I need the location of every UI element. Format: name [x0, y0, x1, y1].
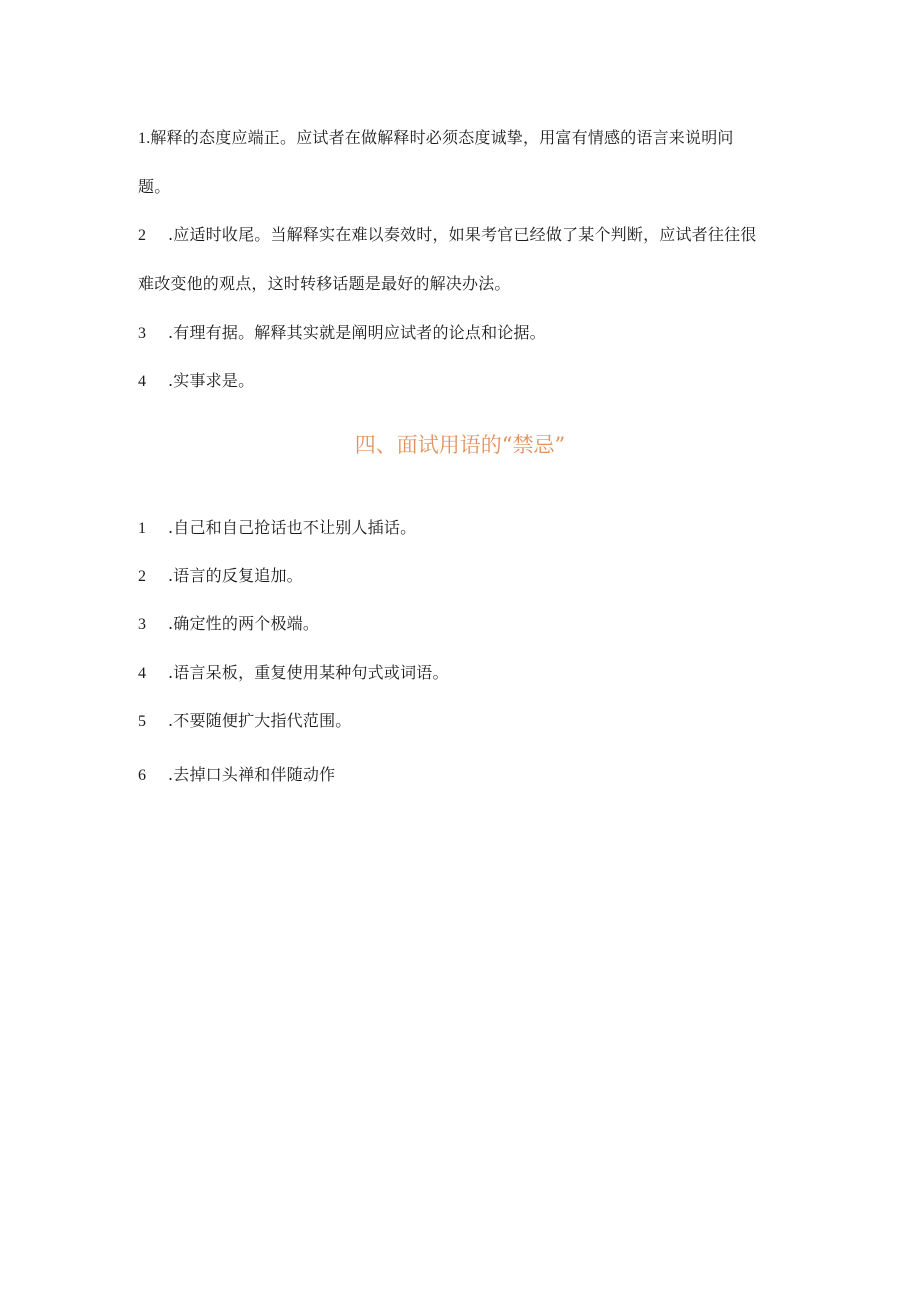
item-1-line-1 — [138, 128, 734, 149]
item-1-text: 解释的态度应端正。应试者在做解释时必须态度诚挚，用富有情感的语言来说明问 — [150, 128, 734, 147]
item-2-line-2 — [138, 274, 511, 294]
item-2-text-cont: 难改变他的观点，这时转移话题是最好的解决办法。 — [138, 274, 511, 293]
taboo-item-5 — [138, 711, 352, 732]
item-3-text: .有理有据。解释其实就是阐明应试者的论点和论据。 — [168, 323, 546, 342]
taboo-item-3 — [138, 614, 319, 635]
taboo-item-1-text: .自己和自己抢话也不让别人插话。 — [168, 518, 417, 537]
taboo-item-5-text: .不要随便扩大指代范围。 — [168, 711, 352, 730]
taboo-item-2-number: 2 — [138, 568, 147, 585]
item-3 — [138, 323, 546, 344]
item-2-text: .应适时收尾。当解释实在难以奏效时，如果考官已经做了某个判断，应试者往往很 — [168, 225, 757, 244]
taboo-item-2 — [138, 566, 303, 587]
taboo-item-5-number: 5 — [138, 713, 147, 730]
item-2-line-1 — [138, 225, 757, 246]
item-1-line-2 — [138, 177, 170, 197]
item-3-number: 3 — [138, 325, 147, 342]
item-4-number: 4 — [138, 373, 147, 390]
taboo-item-2-text: .语言的反复追加。 — [168, 566, 303, 585]
item-2-number: 2 — [138, 227, 147, 244]
item-1-text-cont: 题。 — [138, 177, 171, 196]
taboo-item-4-number: 4 — [138, 665, 147, 682]
taboo-item-3-number: 3 — [138, 616, 147, 633]
section-heading: 四、面试用语的“禁忌” — [354, 433, 566, 457]
taboo-item-4 — [138, 663, 449, 684]
taboo-item-6-number: 6 — [138, 767, 147, 784]
taboo-item-1-number: 1 — [138, 520, 147, 537]
taboo-item-3-text: .确定性的两个极端。 — [168, 614, 320, 633]
item-1-number: 1. — [138, 130, 151, 147]
taboo-item-1 — [138, 518, 416, 539]
item-4-text: .实事求是。 — [168, 371, 255, 390]
item-4 — [138, 371, 254, 392]
taboo-item-6-text: .去掉口头禅和伴随动作 — [168, 765, 336, 784]
taboo-item-6 — [138, 765, 335, 786]
taboo-item-4-text: .语言呆板，重复使用某种句式或词语。 — [168, 663, 449, 682]
